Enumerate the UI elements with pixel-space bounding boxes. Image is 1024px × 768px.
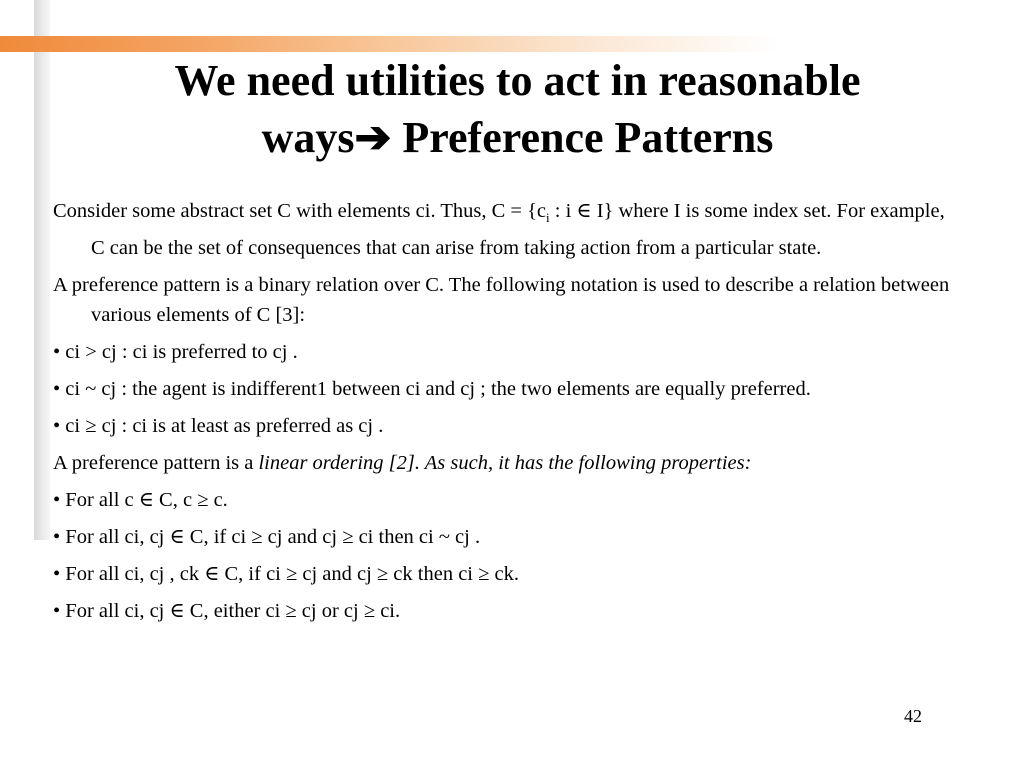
bullet-antisymmetric: • For all ci, cj ∈ C, if ci ≥ cj and cj ≥ ci then ci ~ cj . [53,526,481,549]
bullet-at-least-as-preferred: • ci ≥ cj : ci is at least as preferred as cj . [53,415,384,438]
p6-text: A preference pattern is a [53,452,259,475]
bullet-transitive: • For all ci, cj , ck ∈ C, if ci ≥ cj and cj ≥ ck then ci ≥ ck. [53,563,519,586]
title-line-2-rest: Preference Patterns [391,113,774,162]
bullet-reflexive: • For all c ∈ C, c ≥ c. [53,489,228,512]
page-number: 42 [904,706,922,726]
bullet-indifferent: • ci ~ cj : the agent is indifferent1 between ci and cj ; the two elements are equally preferred. [53,378,811,401]
orange-accent-bar [0,36,780,52]
slide-title [60,52,975,166]
title-line-1: We need utilities to act in reasonable [174,56,861,105]
title-line-2 [60,109,975,166]
right-arrow-icon: ➔ [354,113,392,162]
paragraph-preference-pattern: A preference pattern is a binary relation over C. The following notation is used to describe a relation between various elements of C [3]: [53,274,950,327]
p1-text-a: Consider some abstract set C with elements ci. Thus, C = {c [53,200,547,222]
paragraph-set-definition [53,196,953,263]
left-decorative-bar [34,0,50,540]
p6-italic: linear ordering [2]. As such, it has the following properties: [258,452,752,475]
bullet-preferred: • ci > cj : ci is preferred to cj . [53,341,298,364]
slide-body [53,196,953,633]
bullet-complete: • For all ci, cj ∈ C, either ci ≥ cj or cj ≥ ci. [53,600,401,623]
p1-subscript: i [546,210,550,226]
p1-text-b: : i ∈ I} where I is some index set. For example, C can be the set of consequences that can arise from taking action from a particular state. [91,200,945,260]
title-word-ways: ways [261,113,355,162]
paragraph-linear-ordering [53,448,953,478]
